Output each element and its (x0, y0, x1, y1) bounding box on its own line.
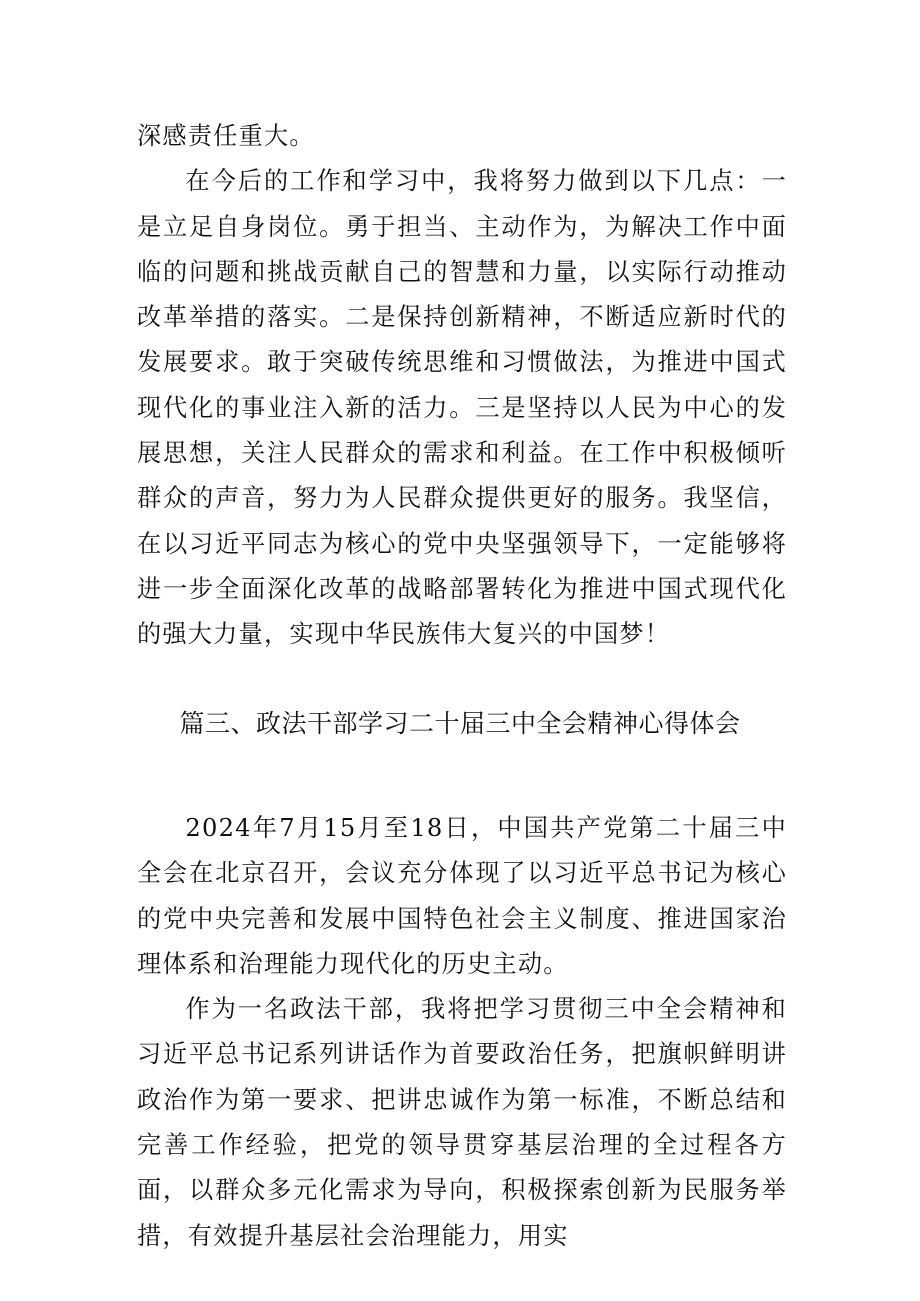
section-title: 篇三、政法干部学习二十届三中全会精神心得体会 (179, 709, 741, 738)
top-text-block (137, 114, 787, 658)
body-paragraph: 2024年7月15月至18日，中国共产党第二十届三中全会在北京召开，会议充分体现了以习近平总书记为核心的党中央完善和发展中国特色社会主义制度、推进国家治理体系和治理能力现代化的历史主动。 (137, 814, 787, 978)
body-paragraph: 作为一名政法干部，我将把学习贯彻三中全会精神和习近平总书记系列讲话作为首要政治任务，把旗帜鲜明讲政治作为第一要求、把讲忠诚作为第一标准，不断总结和完善工作经验，把党的领导贯穿基层治理的全过程各方面，以群众多元化需求为导向，积极探索创新为民服务举措，有效提升基层社会治理能力，用实 (137, 995, 787, 1250)
body-paragraph: 在今后的工作和学习中，我将努力做到以下几点：一是立足自身岗位。勇于担当、主动作为，为解决工作中面临的问题和挑战贡献自己的智慧和力量，以实际行动推动改革举措的落实。二是保持创新精神，不断适应新时代的发展要求。敢于突破传统思维和习惯做法，为推进中国式现代化的事业注入新的活力。三是坚持以人民为中心的发展思想，关注人民群众的需求和利益。在工作中积极倾听群众的声音，努力为人民群众提供更好的服务。我坚信，在以习近平同志为核心的党中央坚强领导下，一定能够将进一步全面深化改革的战略部署转化为推进中国式现代化的强大力量，实现中华民族伟大复兴的中国梦！ (137, 167, 787, 649)
bottom-text-block (137, 806, 787, 1259)
continuation-paragraph: 深感责任重大。 (137, 122, 315, 150)
